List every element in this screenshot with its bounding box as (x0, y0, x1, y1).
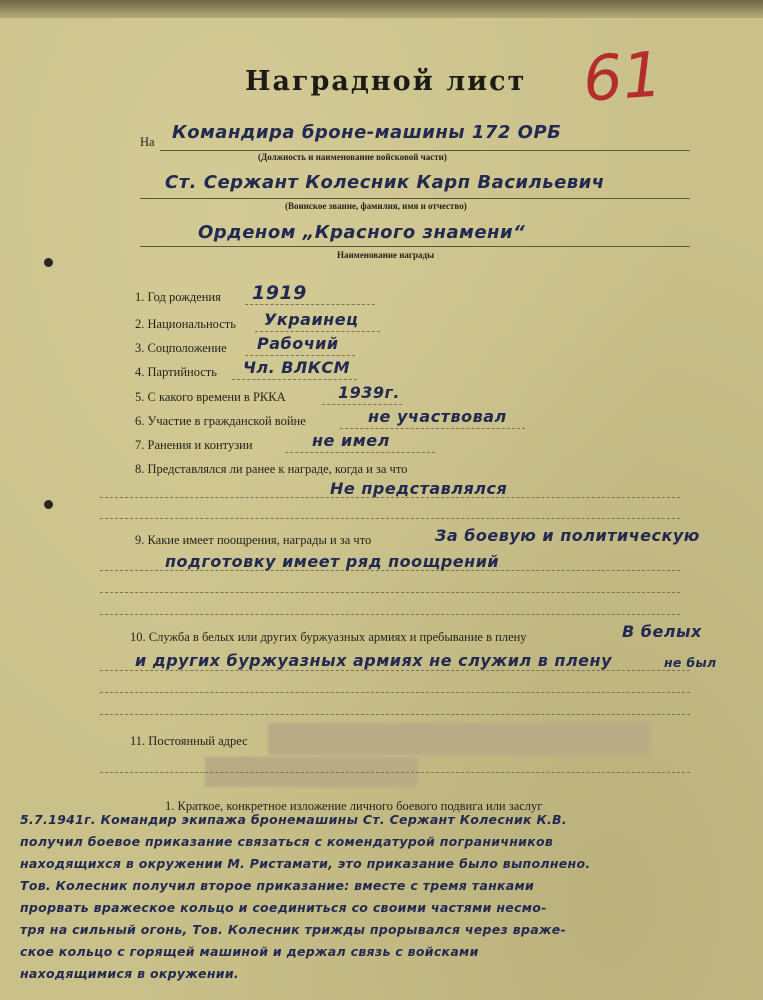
field-line (245, 304, 375, 305)
field-line (245, 355, 355, 356)
person-caption: (Воинское звание, фамилия, имя и отчество) (285, 201, 467, 211)
field-line (322, 404, 402, 405)
position-line (160, 150, 690, 151)
field-line (255, 331, 380, 332)
field-line (100, 592, 680, 593)
punch-hole (44, 500, 53, 509)
feat-caption: 1. Краткое, конкретное изложение личного боевого подвига или заслуг (165, 799, 543, 813)
field-line (100, 497, 680, 498)
field-address-label: 11. Постоянный адрес (130, 734, 248, 748)
field-line (100, 772, 690, 773)
field-wounds-value: не имел (312, 431, 390, 450)
punch-hole (44, 258, 53, 267)
field-white-army-value-tail: не был (664, 655, 717, 670)
field-encouragement-value-1: За боевую и политическую (435, 526, 700, 545)
field-encouragement-label: 9. Какие имеет поощрения, награды и за что (135, 533, 372, 547)
field-birth-year-value: 1919 (252, 282, 307, 304)
field-prev-award-label: 8. Представлялся ли ранее к награде, когда и за что (135, 462, 408, 476)
field-nationality-label: 2. Национальность (135, 317, 236, 331)
field-line (285, 452, 435, 453)
redacted-area (268, 723, 650, 755)
field-social-value: Рабочий (257, 334, 339, 353)
field-social-label: 3. Соцположение (135, 341, 227, 355)
field-white-army-value-1: В белых (622, 622, 702, 641)
person-value: Ст. Сержант Колесник Карп Васильевич (165, 172, 605, 193)
field-line (100, 692, 690, 693)
position-value: Командира броне-машины 172 ОРБ (172, 122, 562, 143)
feat-line: прорвать вражеское кольцо и соединиться со своими частями несмо- (20, 900, 547, 915)
field-line (100, 614, 680, 615)
to-prefix: На (140, 135, 155, 149)
person-line (140, 198, 690, 199)
field-party-label: 4. Партийность (135, 365, 217, 379)
feat-line: находящимися в окружении. (20, 966, 239, 981)
field-birth-year-label: 1. Год рождения (135, 290, 221, 304)
field-rkka-label: 5. С какого времени в РККА (135, 390, 286, 404)
document-title: Наградной лист (245, 66, 527, 97)
position-caption: (Должность и наименование войсковой части) (258, 152, 447, 162)
field-party-value: Чл. ВЛКСМ (243, 358, 351, 377)
field-line (100, 670, 690, 671)
field-line (100, 518, 680, 519)
field-wounds-label: 7. Ранения и контузии (135, 438, 253, 452)
field-white-army-label: 10. Служба в белых или других буржуазных армиях и пребывание в плену (130, 630, 527, 644)
field-rkka-value: 1939г. (338, 383, 400, 402)
field-line (232, 379, 357, 380)
feat-line: Тов. Колесник получил второе приказание: вместе с тремя танками (20, 878, 535, 893)
field-prev-award-value: Не представлялся (330, 479, 508, 498)
feat-line: тря на сильный огонь, Тов. Колесник трижды прорывался через враже- (20, 922, 566, 937)
feat-line: ское кольцо с горящей машиной и держал связь с войсками (20, 944, 479, 959)
field-white-army-value-2: и других буржуазных армиях не служил в плену (135, 651, 612, 670)
order-line (140, 246, 690, 247)
field-civil-war-value: не участвовал (368, 407, 507, 426)
feat-line: получил боевое приказание связаться с комендатурой пограничников (20, 834, 554, 849)
order-value: Орденом „Красного знамени“ (198, 222, 526, 243)
page-top-edge (0, 0, 763, 18)
document-number: 61 (580, 37, 665, 116)
field-line (340, 428, 525, 429)
feat-line: находящихся в окружении М. Ристамати, это приказание было выполнено. (20, 856, 591, 871)
field-line (100, 714, 690, 715)
field-encouragement-value-2: подготовку имеет ряд поощрений (165, 552, 500, 571)
field-nationality-value: Украинец (264, 310, 359, 329)
feat-line: 5.7.1941г. Командир экипажа бронемашины Ст. Сержант Колесник К.В. (20, 812, 567, 827)
field-civil-war-label: 6. Участие в гражданской войне (135, 414, 306, 428)
order-caption: Наименование награды (337, 250, 435, 260)
